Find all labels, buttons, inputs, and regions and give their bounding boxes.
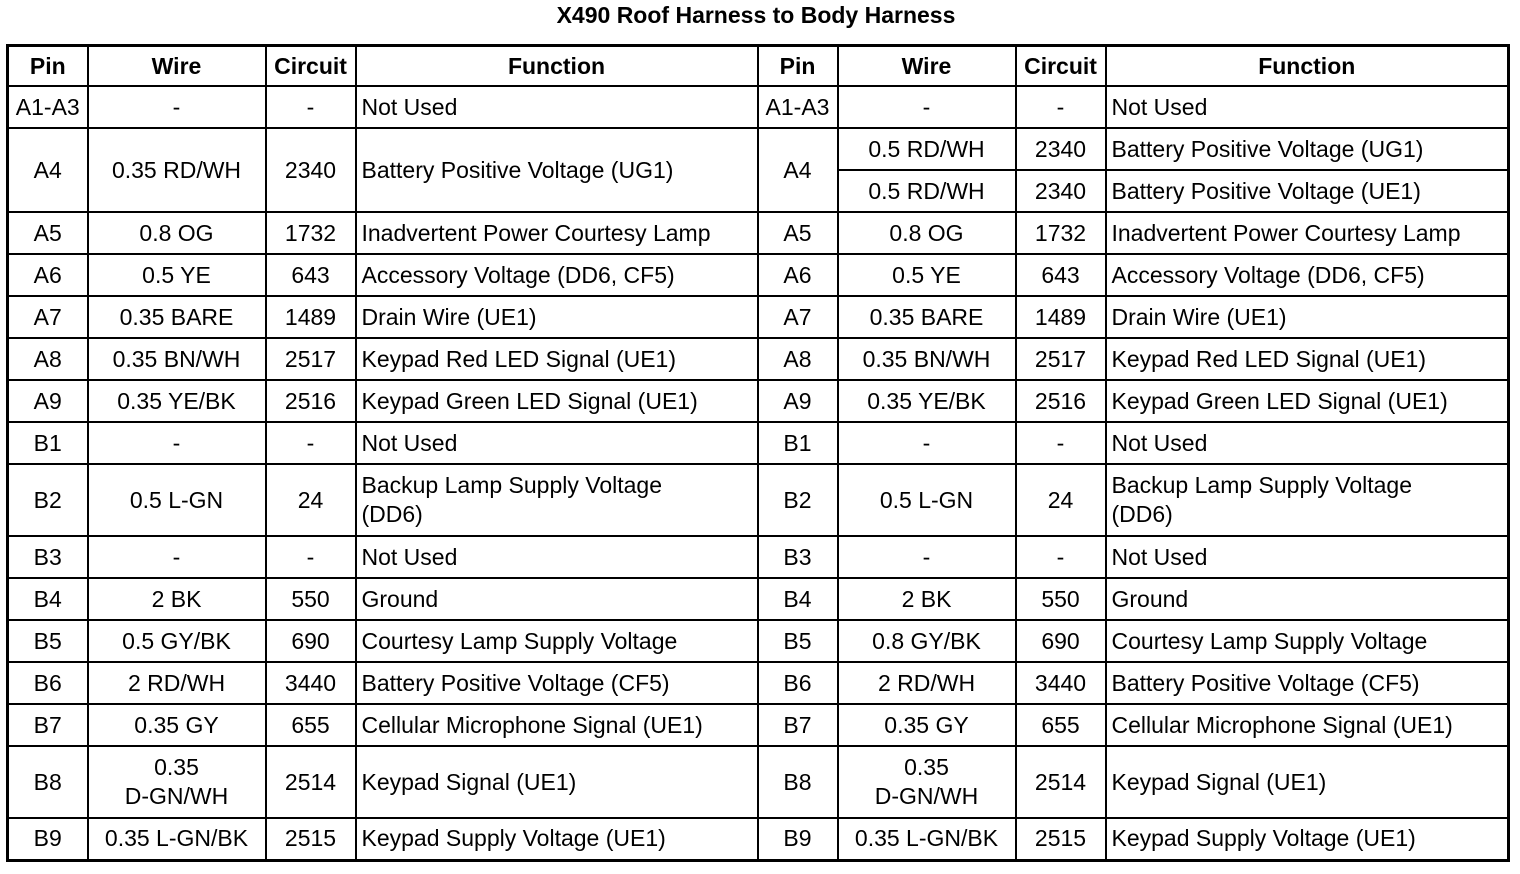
wire-cell: 0.8 OG xyxy=(838,212,1016,254)
table-row xyxy=(8,422,1509,464)
wire-cell: 2 BK xyxy=(838,578,1016,620)
table-row xyxy=(8,746,1509,818)
pin-cell: B6 xyxy=(8,662,88,704)
wire-cell: - xyxy=(838,536,1016,578)
pin-cell: A5 xyxy=(758,212,838,254)
page-title: X490 Roof Harness to Body Harness xyxy=(556,2,956,28)
circuit-cell: - xyxy=(266,422,356,464)
header-pin: Pin xyxy=(758,46,838,87)
table-row xyxy=(8,128,1509,170)
table-row xyxy=(8,338,1509,380)
header-function: Function xyxy=(356,46,758,87)
pin-cell: B3 xyxy=(758,536,838,578)
circuit-cell: 2514 xyxy=(1016,746,1106,818)
circuit-cell: 2515 xyxy=(1016,818,1106,860)
circuit-cell: - xyxy=(266,86,356,128)
table-row xyxy=(8,620,1509,662)
pin-cell: B5 xyxy=(8,620,88,662)
wire-cell: 0.8 GY/BK xyxy=(838,620,1016,662)
wire-cell: - xyxy=(88,86,266,128)
wire-cell: 0.35 YE/BK xyxy=(88,380,266,422)
table-row xyxy=(8,296,1509,338)
pin-cell: A1-A3 xyxy=(8,86,88,128)
circuit-cell: - xyxy=(1016,86,1106,128)
wire-line: D-GN/WH xyxy=(874,783,979,809)
wire-cell: 0.35 BARE xyxy=(88,296,266,338)
header-circuit: Circuit xyxy=(266,46,356,87)
wire-cell: 0.5 RD/WH xyxy=(838,170,1016,212)
function-cell: Keypad Signal (UE1) xyxy=(356,746,758,818)
pin-cell: A5 xyxy=(8,212,88,254)
function-cell: Not Used xyxy=(1106,422,1509,464)
circuit-cell: 2516 xyxy=(1016,380,1106,422)
table-row xyxy=(8,662,1509,704)
circuit-cell: - xyxy=(1016,536,1106,578)
function-cell: Not Used xyxy=(1106,536,1509,578)
wire-cell: 0.35 L-GN/BK xyxy=(838,818,1016,860)
header-row xyxy=(8,46,1509,87)
wire-cell: 0.35 BARE xyxy=(838,296,1016,338)
wire-cell xyxy=(88,746,266,818)
pin-cell: B1 xyxy=(8,422,88,464)
table-row xyxy=(8,704,1509,746)
table-row xyxy=(8,254,1509,296)
table-row xyxy=(8,578,1509,620)
function-cell: Cellular Microphone Signal (UE1) xyxy=(356,704,758,746)
wire-cell: 0.35 BN/WH xyxy=(838,338,1016,380)
circuit-cell: 2340 xyxy=(266,128,356,212)
wire-cell: 0.5 L-GN xyxy=(838,464,1016,536)
function-cell: Courtesy Lamp Supply Voltage xyxy=(1106,620,1509,662)
function-cell: Backup Lamp Supply Voltage (DD6) xyxy=(1106,464,1509,536)
function-cell: Not Used xyxy=(356,422,758,464)
header-pin: Pin xyxy=(8,46,88,87)
function-cell: Keypad Supply Voltage (UE1) xyxy=(1106,818,1509,860)
header-function: Function xyxy=(1106,46,1509,87)
function-cell: Not Used xyxy=(1106,86,1509,128)
function-cell: Accessory Voltage (DD6, CF5) xyxy=(356,254,758,296)
pin-cell: B4 xyxy=(758,578,838,620)
function-cell: Inadvertent Power Courtesy Lamp xyxy=(356,212,758,254)
circuit-cell: 2515 xyxy=(266,818,356,860)
circuit-cell: 2516 xyxy=(266,380,356,422)
table-row xyxy=(8,536,1509,578)
pin-cell: B8 xyxy=(758,746,838,818)
table-row xyxy=(8,86,1509,128)
wire-cell: - xyxy=(88,422,266,464)
circuit-cell: 1489 xyxy=(1016,296,1106,338)
wire-cell: 0.35 BN/WH xyxy=(88,338,266,380)
function-cell: Keypad Green LED Signal (UE1) xyxy=(356,380,758,422)
wire-cell: 0.5 YE xyxy=(838,254,1016,296)
pin-cell: B4 xyxy=(8,578,88,620)
function-cell: Backup Lamp Supply Voltage (DD6) xyxy=(356,464,758,536)
circuit-cell: 3440 xyxy=(266,662,356,704)
pin-cell: B7 xyxy=(8,704,88,746)
pin-cell: A4 xyxy=(758,128,838,212)
wire-cell: 0.35 GY xyxy=(838,704,1016,746)
pinout-table xyxy=(6,44,1510,862)
wire-cell: 2 RD/WH xyxy=(838,662,1016,704)
pin-cell: A1-A3 xyxy=(758,86,838,128)
function-cell: Keypad Red LED Signal (UE1) xyxy=(1106,338,1509,380)
wire-cell: 0.5 RD/WH xyxy=(838,128,1016,170)
function-cell: Not Used xyxy=(356,536,758,578)
wire-cell: 0.35 L-GN/BK xyxy=(88,818,266,860)
pin-cell: A4 xyxy=(8,128,88,212)
pin-cell: A8 xyxy=(758,338,838,380)
pin-cell: A9 xyxy=(8,380,88,422)
function-cell: Keypad Red LED Signal (UE1) xyxy=(356,338,758,380)
function-cell: Ground xyxy=(356,578,758,620)
pin-cell: B9 xyxy=(758,818,838,860)
wire-cell: - xyxy=(88,536,266,578)
circuit-cell: 24 xyxy=(1016,464,1106,536)
pin-cell: A8 xyxy=(8,338,88,380)
function-cell: Keypad Supply Voltage (UE1) xyxy=(356,818,758,860)
pin-cell: B1 xyxy=(758,422,838,464)
pin-cell: A7 xyxy=(758,296,838,338)
function-cell: Battery Positive Voltage (CF5) xyxy=(1106,662,1509,704)
pin-cell: A7 xyxy=(8,296,88,338)
wire-line: D-GN/WH xyxy=(124,783,229,809)
pin-cell: B8 xyxy=(8,746,88,818)
function-cell: Accessory Voltage (DD6, CF5) xyxy=(1106,254,1509,296)
function-cell: Keypad Signal (UE1) xyxy=(1106,746,1509,818)
circuit-cell: 655 xyxy=(1016,704,1106,746)
circuit-cell: 550 xyxy=(266,578,356,620)
function-cell: Courtesy Lamp Supply Voltage xyxy=(356,620,758,662)
function-cell: Drain Wire (UE1) xyxy=(1106,296,1509,338)
function-cell: Inadvertent Power Courtesy Lamp xyxy=(1106,212,1509,254)
circuit-cell: 690 xyxy=(1016,620,1106,662)
circuit-cell: 2517 xyxy=(266,338,356,380)
circuit-cell: 643 xyxy=(1016,254,1106,296)
circuit-cell: - xyxy=(266,536,356,578)
circuit-cell: 2340 xyxy=(1016,170,1106,212)
wire-cell: - xyxy=(838,422,1016,464)
table-row xyxy=(8,464,1509,536)
function-cell: Ground xyxy=(1106,578,1509,620)
function-cell: Battery Positive Voltage (UG1) xyxy=(1106,128,1509,170)
pin-cell: B3 xyxy=(8,536,88,578)
header-circuit: Circuit xyxy=(1016,46,1106,87)
function-cell: Battery Positive Voltage (CF5) xyxy=(356,662,758,704)
wire-cell xyxy=(838,746,1016,818)
pin-cell: B7 xyxy=(758,704,838,746)
function-cell: Cellular Microphone Signal (UE1) xyxy=(1106,704,1509,746)
wire-line: 0.35 xyxy=(154,754,199,780)
wire-cell: 0.35 GY xyxy=(88,704,266,746)
function-cell: Battery Positive Voltage (UE1) xyxy=(1106,170,1509,212)
circuit-cell: 3440 xyxy=(1016,662,1106,704)
function-cell: Keypad Green LED Signal (UE1) xyxy=(1106,380,1509,422)
circuit-cell: 643 xyxy=(266,254,356,296)
circuit-cell: - xyxy=(1016,422,1106,464)
wire-line: 0.35 xyxy=(904,754,949,780)
pin-cell: B5 xyxy=(758,620,838,662)
circuit-cell: 550 xyxy=(1016,578,1106,620)
circuit-cell: 1732 xyxy=(1016,212,1106,254)
wire-cell: 0.5 YE xyxy=(88,254,266,296)
function-cell: Not Used xyxy=(356,86,758,128)
table-row xyxy=(8,212,1509,254)
table-row xyxy=(8,818,1509,860)
circuit-cell: 1489 xyxy=(266,296,356,338)
pin-cell: A6 xyxy=(758,254,838,296)
header-wire: Wire xyxy=(838,46,1016,87)
pin-cell: B9 xyxy=(8,818,88,860)
wire-cell: 2 RD/WH xyxy=(88,662,266,704)
circuit-cell: 655 xyxy=(266,704,356,746)
pin-cell: B2 xyxy=(758,464,838,536)
function-cell: Drain Wire (UE1) xyxy=(356,296,758,338)
circuit-cell: 690 xyxy=(266,620,356,662)
pin-cell: A6 xyxy=(8,254,88,296)
wire-cell: 2 BK xyxy=(88,578,266,620)
wire-cell: 0.35 RD/WH xyxy=(88,128,266,212)
wire-cell: 0.5 GY/BK xyxy=(88,620,266,662)
function-cell: Battery Positive Voltage (UG1) xyxy=(356,128,758,212)
pin-cell: A9 xyxy=(758,380,838,422)
pin-cell: B2 xyxy=(8,464,88,536)
table-row xyxy=(8,380,1509,422)
circuit-cell: 2340 xyxy=(1016,128,1106,170)
wire-cell: 0.5 L-GN xyxy=(88,464,266,536)
circuit-cell: 24 xyxy=(266,464,356,536)
wire-cell: 0.8 OG xyxy=(88,212,266,254)
circuit-cell: 1732 xyxy=(266,212,356,254)
wire-cell: - xyxy=(838,86,1016,128)
header-wire: Wire xyxy=(88,46,266,87)
circuit-cell: 2517 xyxy=(1016,338,1106,380)
wire-cell: 0.35 YE/BK xyxy=(838,380,1016,422)
pin-cell: B6 xyxy=(758,662,838,704)
circuit-cell: 2514 xyxy=(266,746,356,818)
